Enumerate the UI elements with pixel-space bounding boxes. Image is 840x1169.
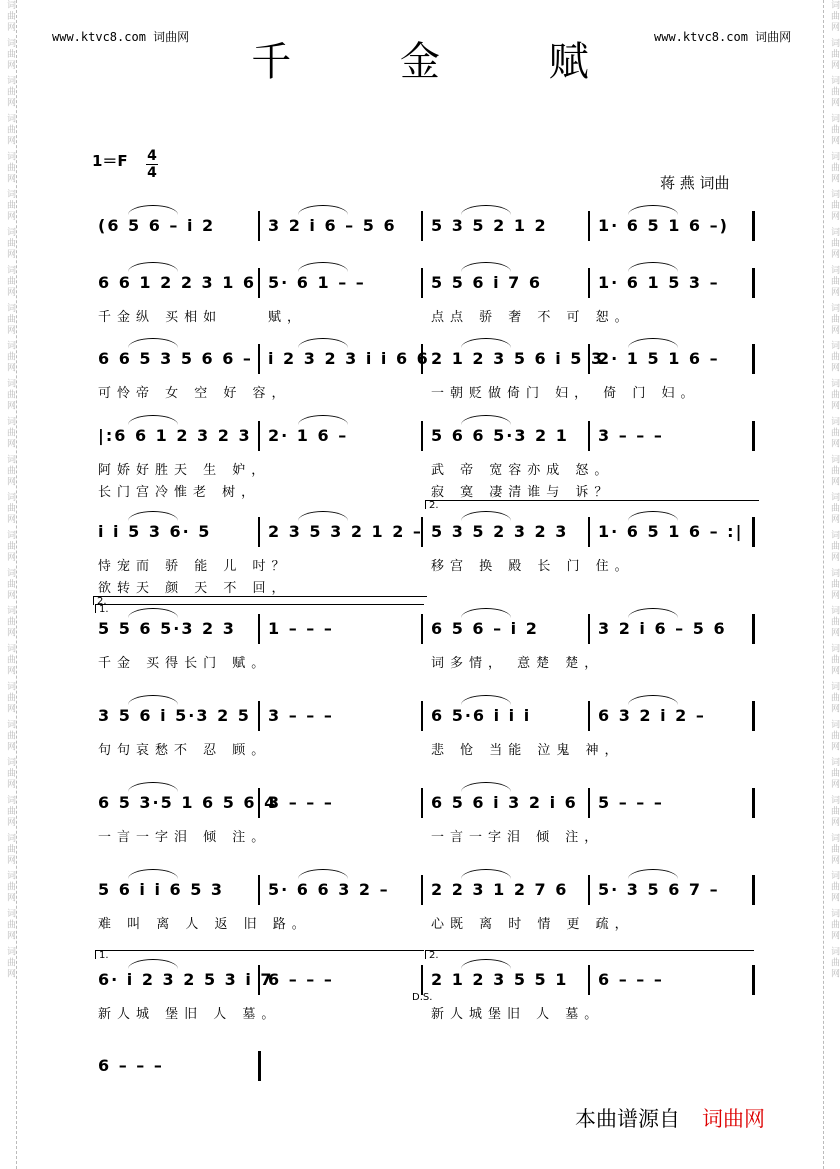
lyric-segment: 恃宠而 骄 能 儿 吋？ — [98, 559, 291, 574]
measure-notes: 2 1 2 3 5 5 1 — [431, 970, 569, 989]
slur-mark — [298, 205, 348, 215]
slur-mark — [128, 205, 178, 215]
bar-line — [588, 517, 590, 547]
slur-mark — [461, 511, 511, 521]
measure-notes: 3 2 i 6 – 5 6 — [268, 216, 397, 235]
score-system — [88, 519, 758, 599]
measure-notes: 1· 6 5 1 6 – :| — [598, 522, 744, 541]
bar-line — [588, 875, 590, 905]
measure-notes: 6 6 5 3 5 6 6 – — [98, 349, 253, 368]
bar-line — [752, 965, 755, 995]
measure-notes: |:6 6 1 2 3 2 3 — [98, 426, 252, 445]
score-system — [88, 877, 758, 957]
lyric-segment: 悲 怆 当能 泣鬼 神， — [431, 743, 624, 758]
volta-bracket: 2. — [93, 596, 427, 605]
lyric-segment: 欲转天 颜 天 不 回， — [98, 581, 291, 596]
bar-line — [421, 875, 423, 905]
measure-notes: 5 5 6 5·3 2 3 — [98, 619, 236, 638]
bar-line — [588, 965, 590, 995]
lyric-segment: 心既 离 时 情 更 疏， — [431, 917, 634, 932]
measure-notes: 6 5 6 – i 2 — [431, 619, 539, 638]
left-watermark-strip — [0, 0, 17, 1169]
lyric-segment: 一言一字泪 倾 注， — [431, 830, 604, 845]
bar-line — [258, 1051, 261, 1081]
header-link-right[interactable]: www.ktvc8.com 词曲网 — [654, 30, 792, 44]
measure-notes: 6 5 6 i 3 2 i 6 — [431, 793, 578, 812]
watermark-text: 词曲网 词曲网 词曲网 词曲网 词曲网 词曲网 词曲网 词曲网 词曲网 词曲网 词曲网 词曲网 词曲网 词曲网 词曲网 词曲网 词曲网 词曲网 词曲网 词曲网 词曲网 词曲网 词曲网 词曲网 词曲网 词曲网 — [829, 0, 839, 980]
bar-line — [258, 875, 260, 905]
score-system — [88, 423, 758, 503]
measure-notes: 5 3 5 2 1 2 — [431, 216, 548, 235]
lyric-segment: 移宫 换 殿 长 门 住。 — [431, 559, 634, 574]
slur-mark — [298, 511, 348, 521]
slur-mark — [128, 695, 178, 705]
bar-line — [752, 788, 755, 818]
source-site-link[interactable]: 词曲网 — [702, 1107, 765, 1131]
bar-line — [588, 211, 590, 241]
slur-mark — [128, 782, 178, 792]
slur-mark — [461, 695, 511, 705]
slur-mark — [298, 869, 348, 879]
measure-notes: 3 – – – — [268, 793, 334, 812]
slur-mark — [628, 205, 678, 215]
measure-notes: 5 3 5 2 3 2 3 — [431, 522, 569, 541]
lyric-segment: 一朝贬做倚门 妇， 倚 门 妇。 — [431, 386, 700, 401]
bar-line — [588, 614, 590, 644]
measure-notes: 6 – – – — [268, 970, 334, 989]
slur-mark — [628, 608, 678, 618]
slur-mark — [128, 959, 178, 969]
measure-notes: 1 – – – — [268, 619, 334, 638]
slur-mark — [128, 511, 178, 521]
score-system — [88, 346, 758, 426]
time-signature — [146, 148, 158, 181]
measure-notes: 5 6 6 5·3 2 1 — [431, 426, 569, 445]
score-system — [88, 967, 758, 1047]
lyric-segment: 寂 寞 凄清谁与 诉？ — [431, 485, 614, 500]
lyric-segment: 千金 买得长门 赋。 — [98, 656, 271, 671]
lyric-segment: 新人城堡旧 人 墓。 — [431, 1007, 604, 1022]
score-system — [88, 616, 758, 696]
measure-notes: 5 – – – — [598, 793, 664, 812]
lyric-segment: 赋， — [268, 310, 307, 325]
bar-line — [258, 421, 260, 451]
lyric-segment: 可怜帝 女 空 好 容， — [98, 386, 291, 401]
bar-line — [421, 268, 423, 298]
measure-notes: 5 5 6 i 7 6 — [431, 273, 542, 292]
ds-mark: D.S. — [412, 992, 433, 1003]
bar-line — [752, 211, 755, 241]
measure-notes: 1· 6 5 1 6 –) — [598, 216, 729, 235]
bar-line — [588, 788, 590, 818]
bar-line — [258, 517, 260, 547]
volta-bracket: 2. — [425, 500, 759, 509]
measure-notes: 5· 6 1 – – — [268, 273, 366, 292]
measure-notes: 5 6 i i 6 5 3 — [98, 880, 225, 899]
slur-mark — [461, 205, 511, 215]
source-footer — [575, 1103, 765, 1133]
source-label: 本曲谱源自 — [575, 1107, 680, 1131]
lyric-segment: 武 帝 宽容亦成 怒。 — [431, 463, 614, 478]
bar-line — [588, 701, 590, 731]
measure-notes: (6 5 6 – i 2 — [98, 216, 216, 235]
bar-line — [752, 268, 755, 298]
measure-notes: 3 2 i 6 – 5 6 — [598, 619, 727, 638]
measure-notes: i i 5 3 6· 5 — [98, 522, 212, 541]
measure-notes: 5· 6 6 3 2 – — [268, 880, 390, 899]
bar-line — [752, 421, 755, 451]
bar-line — [258, 268, 260, 298]
slur-mark — [461, 869, 511, 879]
lyric-segment: 点点 骄 奢 不 可 恕。 — [431, 310, 634, 325]
header-link-left[interactable]: www.ktvc8.com 词曲网 — [52, 30, 190, 44]
lyric-segment: 一言一字泪 倾 注。 — [98, 830, 271, 845]
measure-notes: 6 6 1 2 2 3 1 6 — [98, 273, 257, 292]
measure-notes: 2· 1 6 – — [268, 426, 349, 445]
lyric-segment: 千金纵 买相如 — [98, 310, 223, 325]
time-top: 4 — [147, 148, 157, 164]
bar-line — [421, 614, 423, 644]
measure-notes: 1· 6 1 5 3 – — [598, 273, 720, 292]
slur-mark — [628, 511, 678, 521]
measure-notes: 3 – – – — [268, 706, 334, 725]
bar-line — [421, 788, 423, 818]
measure-notes: 6· i 2 3 2 5 3 i 7 — [98, 970, 274, 989]
lyric-segment: 阿娇好胜天 生 妒， — [98, 463, 271, 478]
slur-mark — [461, 608, 511, 618]
measure-notes: 5· 3 5 6 7 – — [598, 880, 720, 899]
measure-notes: 6 5 3·5 1 6 5 6 4 — [98, 793, 278, 812]
bar-line — [588, 421, 590, 451]
slur-mark — [128, 869, 178, 879]
song-title: 千 金 赋 — [251, 39, 637, 85]
bar-line — [258, 344, 260, 374]
bar-line — [752, 701, 755, 731]
bar-line — [752, 614, 755, 644]
measure-notes: i 2 3 2 3 i i 6 6 — [268, 349, 430, 368]
measure-notes: 2 2 3 1 2 7 6 — [431, 880, 569, 899]
lyric-segment: 词多情， 意楚 楚， — [431, 656, 604, 671]
watermark-text: 词曲网 词曲网 词曲网 词曲网 词曲网 词曲网 词曲网 词曲网 词曲网 词曲网 词曲网 词曲网 词曲网 词曲网 词曲网 词曲网 词曲网 词曲网 词曲网 词曲网 词曲网 词曲网 词曲网 词曲网 词曲网 词曲网 — [5, 0, 15, 980]
score-system — [88, 790, 758, 870]
bar-line — [258, 614, 260, 644]
measure-notes: 6 – – – — [98, 1056, 164, 1075]
bar-line — [752, 517, 755, 547]
volta-bracket: 2. — [425, 950, 754, 959]
slur-mark — [461, 782, 511, 792]
bar-line — [258, 701, 260, 731]
bar-line — [752, 344, 755, 374]
slur-mark — [628, 695, 678, 705]
slur-mark — [461, 959, 511, 969]
measure-notes: 6 – – – — [598, 970, 664, 989]
lyric-segment: 新人城 堡旧 人 墓。 — [98, 1007, 281, 1022]
right-watermark-strip — [823, 0, 840, 1169]
bar-line — [421, 701, 423, 731]
bar-line — [258, 211, 260, 241]
composer-credit: 蒋 燕 词曲 — [660, 174, 730, 192]
measure-notes: 2 1 2 3 5 6 i 5 3 — [431, 349, 605, 368]
measure-notes: 6 5·6 i i i — [431, 706, 532, 725]
bar-line — [588, 268, 590, 298]
lyric-segment: 难 叫 离 人 返 旧 路。 — [98, 917, 311, 932]
measure-notes: 3 5 6 i 5·3 2 5 — [98, 706, 251, 725]
measure-notes: 2· 1 5 1 6 – — [598, 349, 720, 368]
slur-mark — [628, 869, 678, 879]
time-bottom: 4 — [147, 165, 157, 181]
volta-bracket: 1. — [95, 604, 424, 613]
bar-line — [421, 211, 423, 241]
bar-line — [421, 965, 423, 995]
measure-notes: 6 3 2 i 2 – — [598, 706, 706, 725]
lyric-segment: 句句哀愁不 忍 顾。 — [98, 743, 271, 758]
lyric-segment: 长门宫冷惟老 树， — [98, 485, 261, 500]
volta-bracket: 1. — [95, 950, 424, 959]
bar-line — [752, 875, 755, 905]
bar-line — [421, 421, 423, 451]
key-signature: 1＝F — [92, 152, 128, 170]
score-system — [88, 703, 758, 783]
measure-notes: 2 3 5 3 2 1 2 – — [268, 522, 423, 541]
measure-notes: 3 – – – — [598, 426, 664, 445]
